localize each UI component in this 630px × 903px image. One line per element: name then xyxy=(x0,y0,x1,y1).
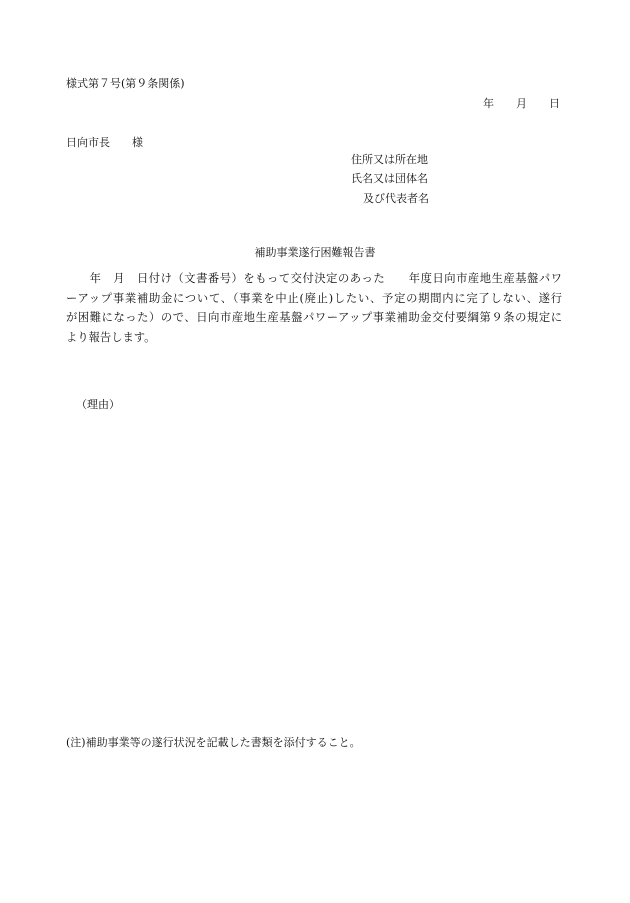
date-month-label: 月 xyxy=(516,97,527,110)
report-body xyxy=(66,269,562,347)
date-day-label: 日 xyxy=(549,97,560,110)
report-body-line: 年 月 日付け（文書番号）をもって交付決定のあった 年度日向市産地生産基盤パワ xyxy=(66,272,562,285)
addressee-name: 日向市長 xyxy=(66,136,110,149)
form-number: 様式第７号(第９条関係) xyxy=(66,77,185,90)
applicant-representative-label: 及び代表者名 xyxy=(363,192,429,205)
applicant-name-label: 氏名又は団体名 xyxy=(351,172,428,185)
attachment-note: (注)補助事業等の遂行状況を記載した書類を添付すること。 xyxy=(66,736,361,749)
report-body-line: より報告します。 xyxy=(66,330,156,344)
addressee xyxy=(66,137,143,148)
report-body-line: が困難になった）ので、日向市産地生産基盤パワーアップ事業補助金交付要綱第９条の規定に xyxy=(66,311,562,324)
addressee-honorific: 様 xyxy=(132,136,143,149)
reason-label: （理由） xyxy=(76,398,120,411)
applicant-address-label: 住所又は所在地 xyxy=(351,153,428,166)
document-title: 補助事業遂行困難報告書 xyxy=(254,246,376,259)
date-line xyxy=(483,98,560,109)
report-body-line: ーアップ事業補助金について、（事業を中止(廃止)したい、予定の期間内に完了しない、遂行 xyxy=(66,291,562,305)
date-year-label: 年 xyxy=(483,97,494,110)
